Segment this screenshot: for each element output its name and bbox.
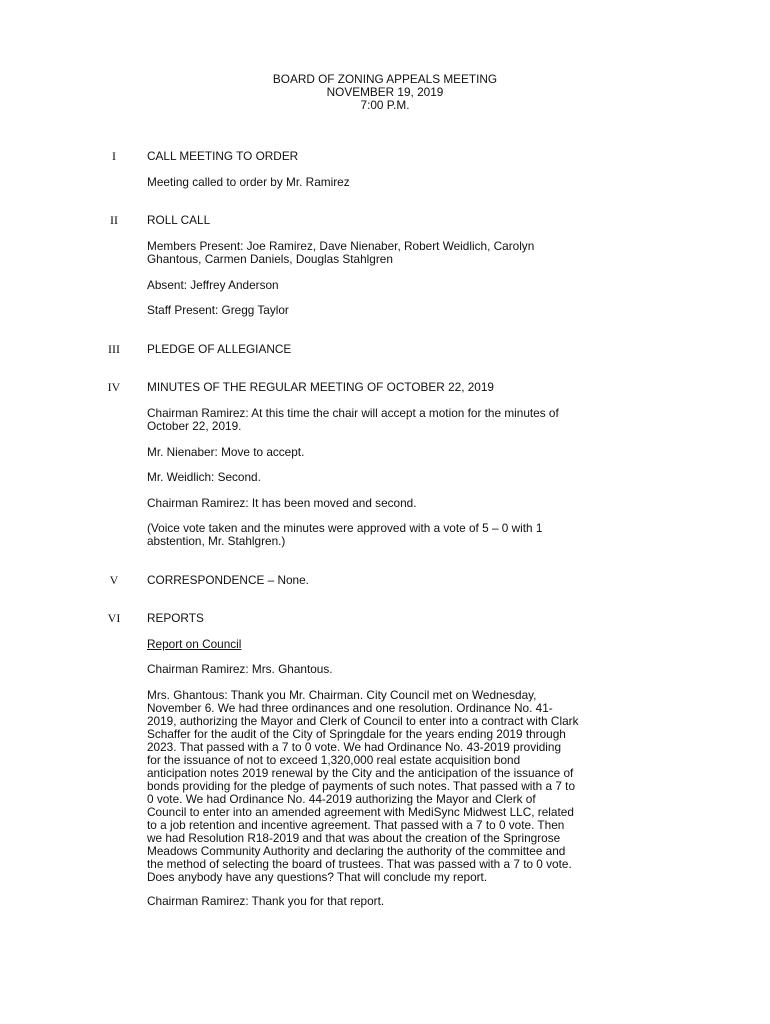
section-paragraph: Chairman Ramirez: Thank you for that report.: [147, 894, 385, 908]
report-on-council-heading: Report on Council: [147, 637, 242, 651]
section-paragraph: Mr. Nienaber: Move to accept.: [147, 445, 305, 459]
section-paragraph: Chairman Ramirez: At this time the chair will accept a motion for the minutes of October 22, 2019.: [147, 406, 559, 433]
header-title: BOARD OF ZONING APPEALS MEETING: [272, 72, 498, 86]
section-paragraph: (Voice vote taken and the minutes were approved with a vote of 5 – 0 with 1 abstention, Mr. Stahlgren.): [147, 521, 543, 548]
section-numeral: IV: [107, 380, 121, 394]
header-time: 7:00 P.M.: [360, 98, 410, 112]
header-date: NOVEMBER 19, 2019: [326, 85, 444, 99]
document-header: [0, 73, 770, 112]
section-title: MINUTES OF THE REGULAR MEETING OF OCTOBER 22, 2019: [147, 380, 494, 394]
section-numeral: III: [108, 342, 120, 356]
section-title: REPORTS: [147, 611, 204, 625]
section-title: PLEDGE OF ALLEGIANCE: [147, 342, 292, 356]
section-paragraph: Chairman Ramirez: Mrs. Ghantous.: [147, 662, 333, 676]
members-absent: Absent: Jeffrey Anderson: [147, 278, 279, 292]
section-numeral: I: [112, 149, 116, 163]
staff-present: Staff Present: Gregg Taylor: [147, 303, 289, 317]
ghantous-report: Mrs. Ghantous: Thank you Mr. Chairman. City Council met on Wednesday, November 6. We had three ordinances and one resolution. Ordinance No. 41- 2019, authorizing the Mayor and Clerk of Council to enter into a contract with Clark Schaffer for the audit of the City of Springdale for the years ending 2019 through 2023. That passed with a 7 to 0 vote. We had Ordinance No. 43-2019 providing for the issuance of not to exceed 1,320,000 real estate acquisition bond anticipation notes 2019 renewal by the City and the anticipation of the issuance of bonds providing for the pledge of payments of such notes. That passed with a 7 to 0 vote. We had Ordinance No. 44-2019 authorizing the Mayor and Clerk of Council to enter into an amended agreement with MediSync Midwest LLC, related to a job retention and incentive agreement. That passed with a 7 to 0 vote. Then we had Resolution R18-2019 and that was about the creation of the Springrose Meadows Community Authority and declaring the authority of the committee and the method of selecting the board of trustees. That was passed with a 7 to 0 vote. Does anybody have any questions? That will conclude my report.: [147, 688, 579, 884]
section-numeral: V: [109, 573, 119, 587]
members-present: Members Present: Joe Ramirez, Dave Nienaber, Robert Weidlich, Carolyn Ghantous, Carmen Daniels, Douglas Stahlgren: [147, 239, 535, 266]
section-title: CORRESPONDENCE – None.: [147, 573, 309, 587]
section-numeral: VI: [107, 611, 121, 625]
section-paragraph: Meeting called to order by Mr. Ramirez: [147, 175, 350, 189]
section-title: CALL MEETING TO ORDER: [147, 149, 299, 163]
section-numeral: II: [110, 213, 118, 227]
section-title: ROLL CALL: [147, 213, 211, 227]
section-paragraph: Chairman Ramirez: It has been moved and second.: [147, 496, 417, 510]
section-paragraph: Mr. Weidlich: Second.: [147, 470, 261, 484]
